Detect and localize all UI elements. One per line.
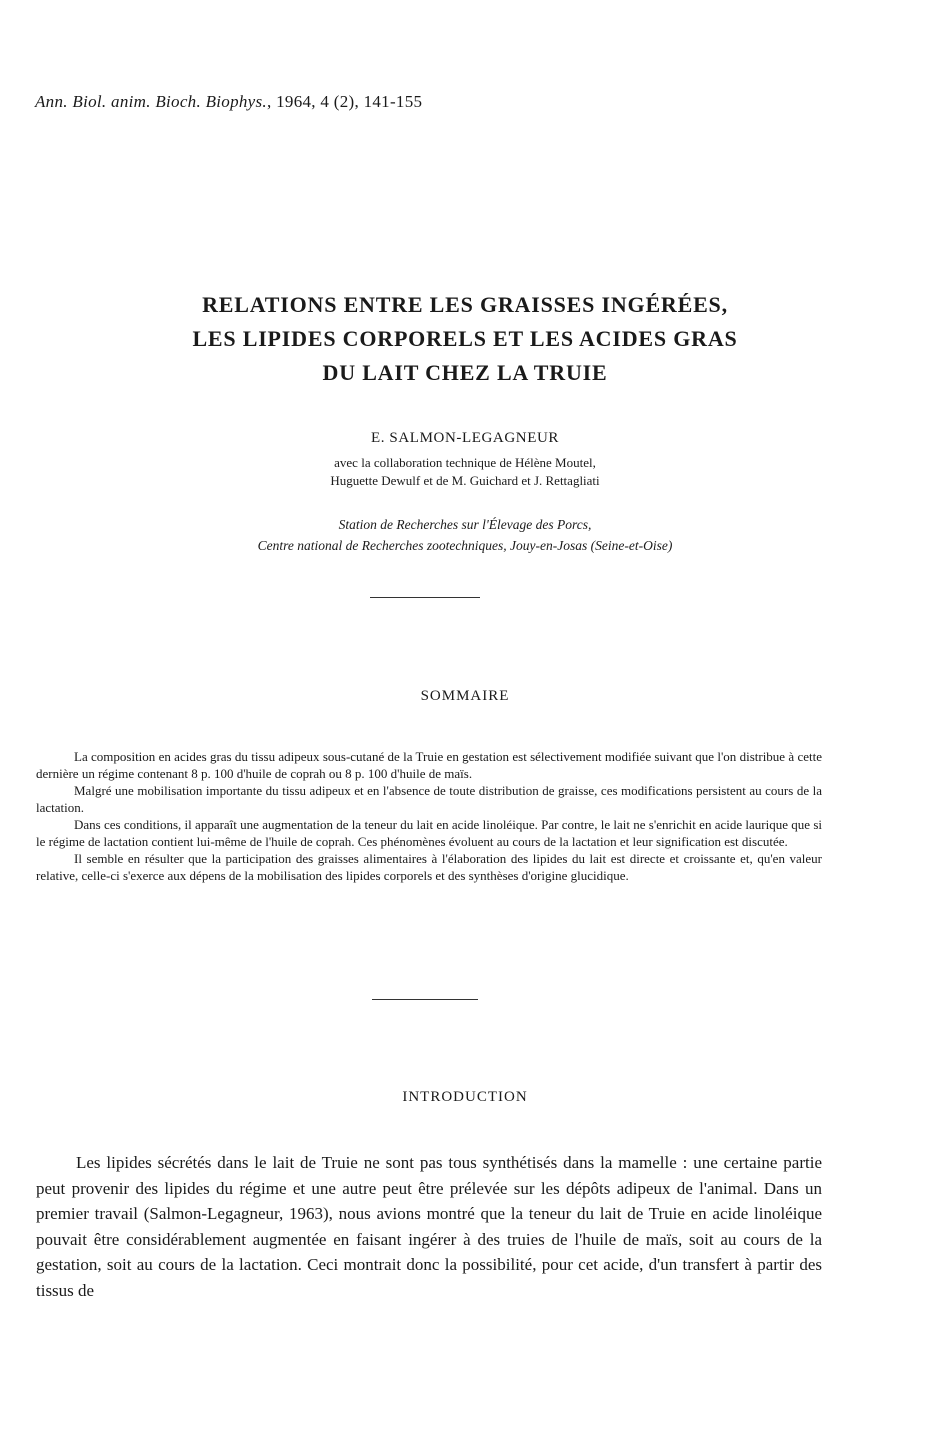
collaboration-line-1: avec la collaboration technique de Hélène Moutel, — [334, 455, 596, 470]
title-line-1: RELATIONS ENTRE LES GRAISSES INGÉRÉES, — [202, 292, 728, 317]
citation — [35, 92, 422, 112]
sommaire-paragraph: Dans ces conditions, il apparaît une augmentation de la teneur du lait en acide linoléique. Par contre, le lait ne s'enrichit en acide laurique que si le régime de lactation contient lui-même de l'huile de coprah. Ces phénomènes évoluent au cours de la lactation et leur signification est discutée. — [36, 817, 822, 849]
article-title — [60, 288, 870, 390]
author: E. SALMON-LEGAGNEUR — [370, 430, 560, 446]
affiliation — [0, 514, 930, 556]
collaboration — [0, 454, 930, 490]
citation-details: , 1964, 4 (2), 141-155 — [267, 92, 423, 111]
journal-name: Ann. Biol. anim. Bioch. Biophys. — [35, 92, 267, 111]
affiliation-line-2: Centre national de Recherches zootechniques, Jouy-en-Josas (Seine-et-Oise) — [257, 538, 673, 553]
divider-rule — [370, 597, 480, 598]
sommaire-text — [36, 748, 822, 884]
collaboration-line-2: Huguette Dewulf et de M. Guichard et J. Rettagliati — [330, 473, 600, 488]
introduction-text — [36, 1150, 822, 1303]
title-line-2: LES LIPIDES CORPORELS ET LES ACIDES GRAS — [192, 326, 738, 351]
sommaire-heading: SOMMAIRE — [420, 688, 510, 704]
sommaire-paragraph: Malgré une mobilisation importante du tissu adipeux et en l'absence de toute distribution de graisse, ces modifications persistent au cours de la lactation. — [36, 783, 822, 815]
title-line-3: DU LAIT CHEZ LA TRUIE — [322, 360, 608, 385]
sommaire-paragraph: La composition en acides gras du tissu adipeux sous-cutané de la Truie en gestation est sélectivement modifiée suivant que l'on distribue à cette dernière un régime contenant 8 p. 100 d'huile de coprah ou 8 p. 100 d'huile de maïs. — [36, 749, 822, 781]
introduction-heading: INTRODUCTION — [402, 1089, 528, 1105]
sommaire-paragraph: Il semble en résulter que la participation des graisses alimentaires à l'élaboration des lipides du lait est directe et croissante et, qu'en valeur relative, celle-ci s'exerce aux dépens de la mobilisation des lipides corporels et des synthèses d'origine glucidique. — [36, 851, 822, 883]
introduction-paragraph: Les lipides sécrétés dans le lait de Truie ne sont pas tous synthétisés dans la mamelle : une certaine partie peut provenir des lipides du régime et une autre peut être prélevée sur les dépôts adipeux de l'animal. Dans un premier travail (Salmon-Legagneur, 1963), nous avions montré que la teneur du lait de Truie en acide linoléique pouvait être considérablement augmentée en faisant ingérer à des truies de l'huile de maïs, soit au cours de la gestation, soit au cours de la lactation. Ceci montrait donc la possibilité, pour cet acide, d'un transfert à partir des tissus de — [36, 1153, 822, 1300]
affiliation-line-1: Station de Recherches sur l'Élevage des Porcs, — [338, 517, 592, 532]
divider-rule — [372, 999, 478, 1000]
